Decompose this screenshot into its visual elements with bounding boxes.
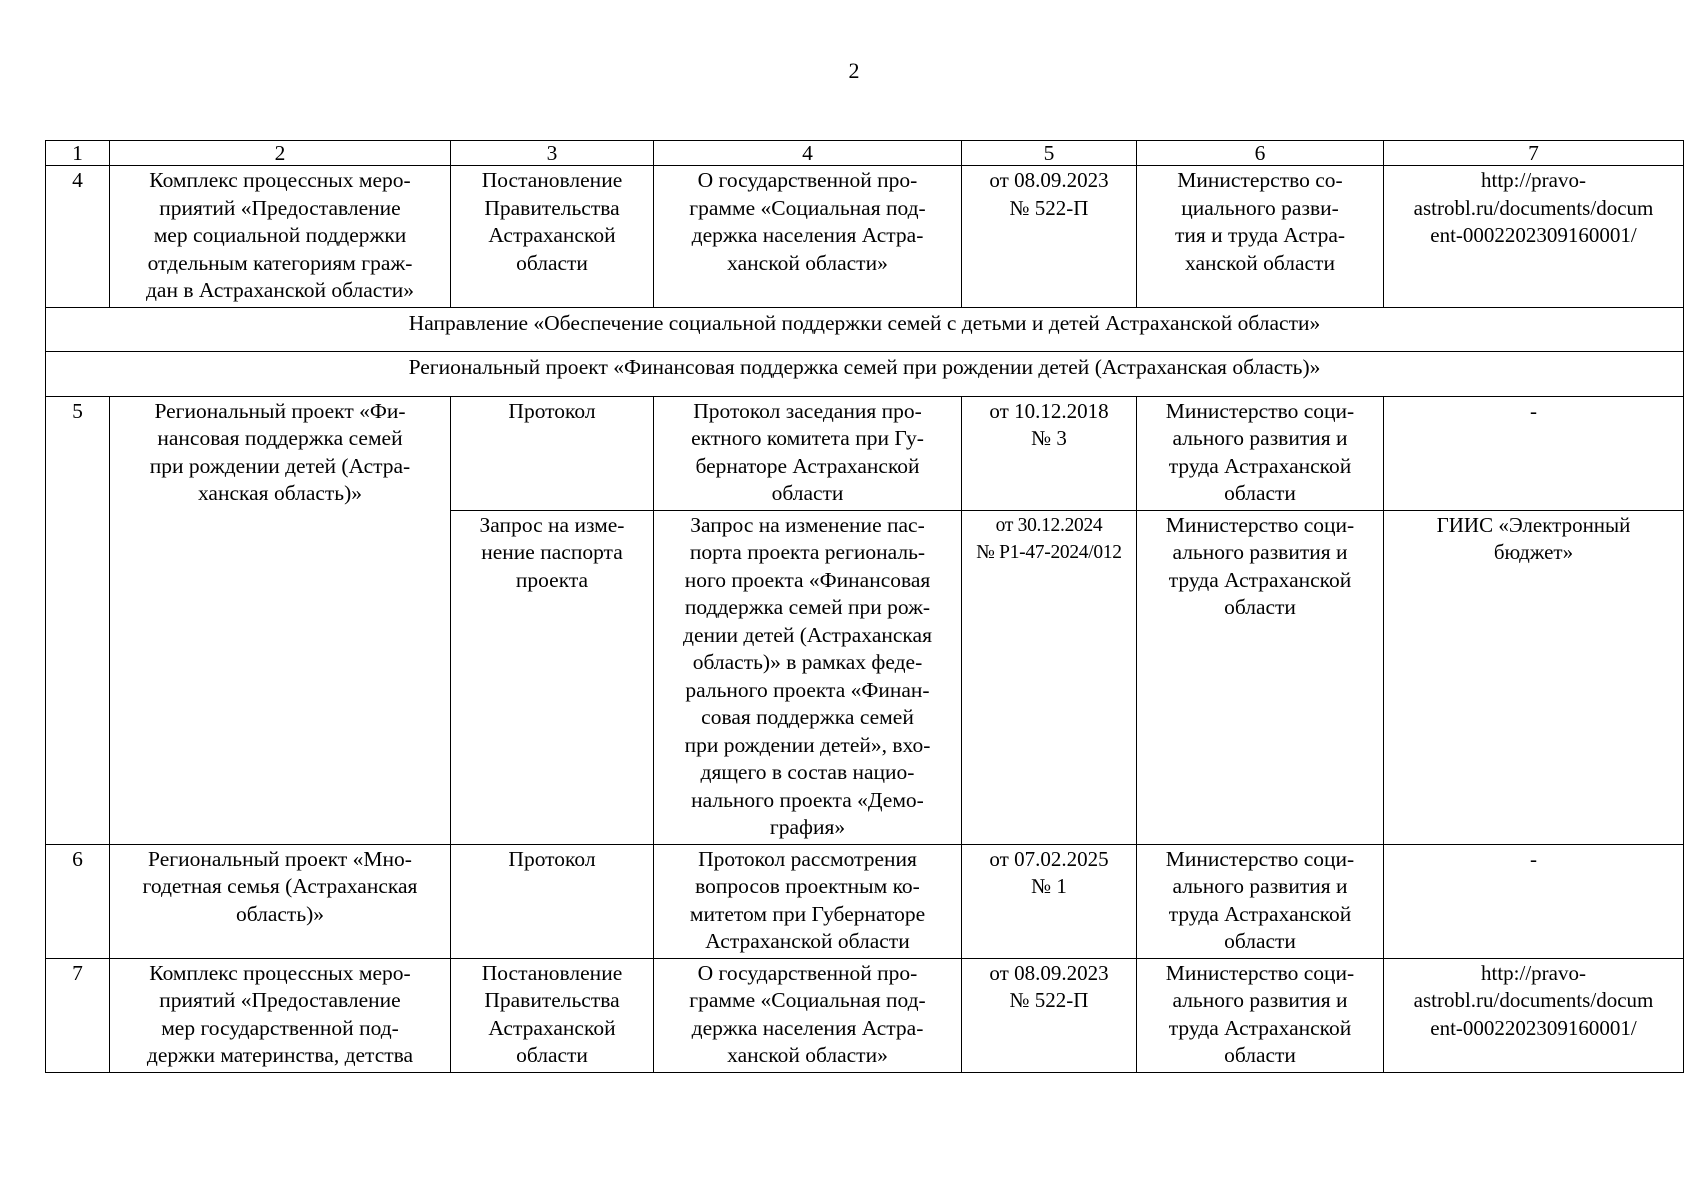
registry-table <box>45 140 1684 1073</box>
section-row <box>46 352 1684 397</box>
row-number: 4 <box>46 166 110 308</box>
header-cell: 1 <box>46 141 110 166</box>
table-header-row <box>46 141 1684 166</box>
project-name-cell: Региональный проект «Мно- годетная семья (Астраханская область)» <box>110 844 451 958</box>
header-cell: 4 <box>654 141 962 166</box>
link-cell: ГИИС «Электронный бюджет» <box>1384 510 1684 844</box>
link-cell: - <box>1384 396 1684 510</box>
header-cell: 3 <box>451 141 654 166</box>
project-name-cell: Региональный проект «Фи- нансовая поддержка семей при рождении детей (Астра- ханская область)» <box>110 396 451 844</box>
row-number: 7 <box>46 958 110 1072</box>
section-row <box>46 307 1684 352</box>
direction-heading: Направление «Обеспечение социальной поддержки семей с детьми и детей Астраханской области» <box>46 307 1684 352</box>
project-name-cell: Комплекс процессных меро- приятий «Предоставление мер государственной под- держки материнства, детства <box>110 958 451 1072</box>
regional-project-heading: Региональный проект «Финансовая поддержка семей при рождении детей (Астраханская область)» <box>46 352 1684 397</box>
doc-date-cell: от 10.12.2018 № 3 <box>962 396 1137 510</box>
link-cell: http://pravo- astrobl.ru/documents/docum ent-0002202309160001/ <box>1384 958 1684 1072</box>
header-cell: 2 <box>110 141 451 166</box>
doc-type-cell: Протокол <box>451 396 654 510</box>
doc-date-cell: от 07.02.2025 № 1 <box>962 844 1137 958</box>
header-cell: 5 <box>962 141 1137 166</box>
doc-title-cell: О государственной про- грамме «Социальная под- держка населения Астра- ханской области» <box>654 958 962 1072</box>
doc-title-cell: Протокол заседания про- ектного комитета при Гу- бернаторе Астраханской области <box>654 396 962 510</box>
doc-type-cell: Запрос на изме- нение паспорта проекта <box>451 510 654 844</box>
table-row <box>46 844 1684 958</box>
header-cell: 7 <box>1384 141 1684 166</box>
executor-cell: Министерство соци- ального развития и труда Астраханской области <box>1137 396 1384 510</box>
doc-type-cell: Постановление Правительства Астраханской области <box>451 166 654 308</box>
table-row <box>46 396 1684 510</box>
doc-title-cell: Запрос на изменение пас- порта проекта региональ- ного проекта «Финансовая поддержка семей при рож- дении детей (Астраханская область)» в рамках феде- рального проекта «Финан- совая поддержка семей при рождении детей», вхо- дящего в состав нацио- нального проекта «Демо- графия» <box>654 510 962 844</box>
link-cell: - <box>1384 844 1684 958</box>
doc-type-cell: Постановление Правительства Астраханской области <box>451 958 654 1072</box>
doc-title-cell: О государственной про- грамме «Социальная под- держка населения Астра- ханской области» <box>654 166 962 308</box>
page-number: 2 <box>848 58 860 83</box>
executor-cell: Министерство со- циального разви- тия и труда Астра- ханской области <box>1137 166 1384 308</box>
executor-cell: Министерство соци- ального развития и труда Астраханской области <box>1137 958 1384 1072</box>
doc-date-cell: от 08.09.2023 № 522-П <box>962 166 1137 308</box>
table-row <box>46 166 1684 308</box>
doc-title-cell: Протокол рассмотрения вопросов проектным ко- митетом при Губернаторе Астраханской области <box>654 844 962 958</box>
row-number: 5 <box>46 396 110 844</box>
table-row <box>46 958 1684 1072</box>
executor-cell: Министерство соци- ального развития и труда Астраханской области <box>1137 510 1384 844</box>
doc-date-cell: от 08.09.2023 № 522-П <box>962 958 1137 1072</box>
executor-cell: Министерство соци- ального развития и труда Астраханской области <box>1137 844 1384 958</box>
project-name-cell: Комплекс процессных меро- приятий «Предоставление мер социальной поддержки отдельным категориям граж- дан в Астраханской области» <box>110 166 451 308</box>
header-cell: 6 <box>1137 141 1384 166</box>
doc-type-cell: Протокол <box>451 844 654 958</box>
link-cell: http://pravo- astrobl.ru/documents/docum ent-0002202309160001/ <box>1384 166 1684 308</box>
doc-date-cell: от 30.12.2024 № Р1-47-2024/012 <box>962 510 1137 844</box>
row-number: 6 <box>46 844 110 958</box>
